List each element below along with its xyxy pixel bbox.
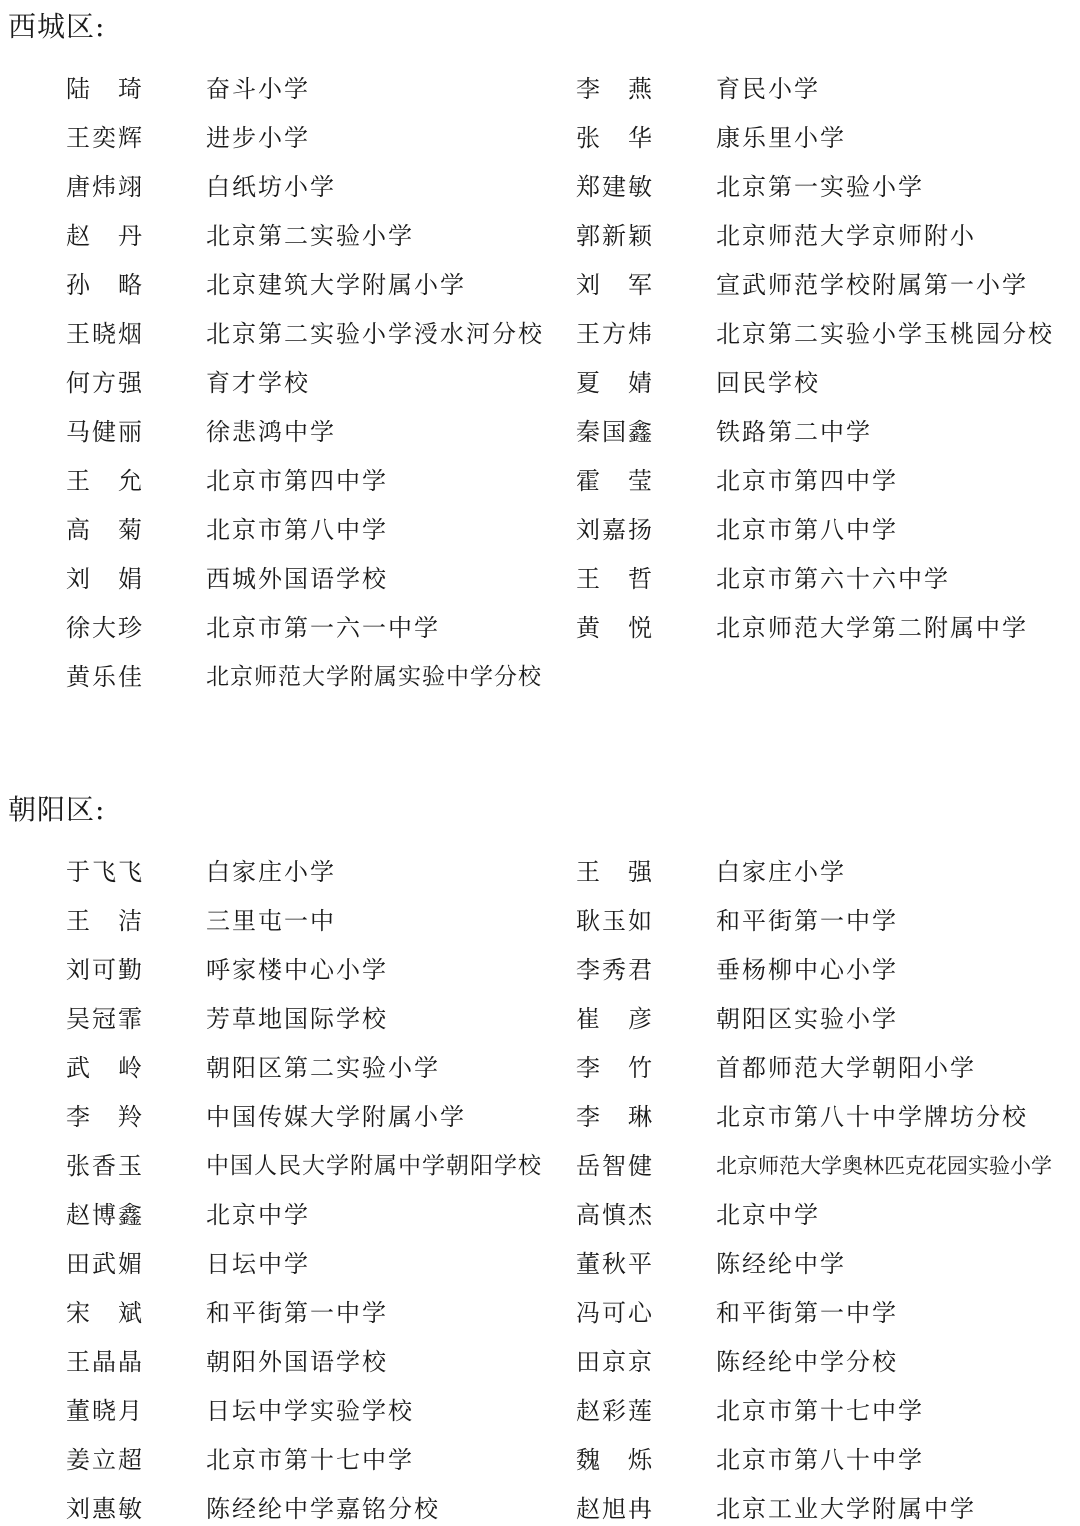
teacher-name: 李 琳 bbox=[576, 1103, 654, 1131]
school-name: 呼家楼中心小学 bbox=[206, 956, 388, 984]
school-name: 北京市第八中学 bbox=[716, 516, 898, 544]
teacher-name: 王 允 bbox=[66, 467, 144, 495]
school-name: 宣武师范学校附属第一小学 bbox=[716, 271, 1028, 299]
teacher-name: 于飞飞 bbox=[66, 858, 144, 886]
school-name: 北京建筑大学附属小学 bbox=[206, 271, 466, 299]
school-name: 徐悲鸿中学 bbox=[206, 418, 336, 446]
teacher-name: 夏 婧 bbox=[576, 369, 654, 397]
teacher-name: 武 岭 bbox=[66, 1054, 144, 1082]
teacher-name: 岳智健 bbox=[576, 1152, 654, 1180]
list-row bbox=[0, 1100, 1080, 1134]
teacher-name: 郑建敏 bbox=[576, 173, 654, 201]
school-name: 西城外国语学校 bbox=[206, 565, 388, 593]
school-name: 陈经纶中学 bbox=[716, 1250, 846, 1278]
list-row bbox=[0, 513, 1080, 547]
list-row bbox=[0, 415, 1080, 449]
school-name: 朝阳区实验小学 bbox=[716, 1005, 898, 1033]
teacher-name: 刘可勤 bbox=[66, 956, 144, 984]
school-name: 陈经纶中学分校 bbox=[716, 1348, 898, 1376]
school-name: 育民小学 bbox=[716, 75, 820, 103]
teacher-name: 刘嘉扬 bbox=[576, 516, 654, 544]
teacher-name: 刘 军 bbox=[576, 271, 654, 299]
teacher-name: 王 强 bbox=[576, 858, 654, 886]
teacher-name: 李秀君 bbox=[576, 956, 654, 984]
list-row bbox=[0, 1394, 1080, 1428]
school-name: 北京市第一六一中学 bbox=[206, 614, 440, 642]
school-name: 进步小学 bbox=[206, 124, 310, 152]
school-name: 首都师范大学朝阳小学 bbox=[716, 1054, 976, 1082]
teacher-name: 王 哲 bbox=[576, 565, 654, 593]
school-name: 芳草地国际学校 bbox=[206, 1005, 388, 1033]
teacher-name: 王晓烟 bbox=[66, 320, 144, 348]
teacher-name: 高慎杰 bbox=[576, 1201, 654, 1229]
school-name: 北京中学 bbox=[206, 1201, 310, 1229]
teacher-name: 何方强 bbox=[66, 369, 144, 397]
list-row bbox=[0, 1345, 1080, 1379]
teacher-name: 魏 烁 bbox=[576, 1446, 654, 1474]
school-name: 日坛中学 bbox=[206, 1250, 310, 1278]
school-name: 北京第二实验小学 bbox=[206, 222, 414, 250]
teacher-name: 郭新颖 bbox=[576, 222, 654, 250]
school-name: 白家庄小学 bbox=[206, 858, 336, 886]
list-row bbox=[0, 1149, 1080, 1183]
school-name: 中国传媒大学附属小学 bbox=[206, 1103, 466, 1131]
teacher-name: 刘惠敏 bbox=[66, 1495, 144, 1523]
list-row bbox=[0, 366, 1080, 400]
teacher-name: 李 竹 bbox=[576, 1054, 654, 1082]
school-name: 北京市第八十中学 bbox=[716, 1446, 924, 1474]
list-row bbox=[0, 1492, 1080, 1526]
school-name: 北京师范大学京师附小 bbox=[716, 222, 976, 250]
teacher-name: 徐大珍 bbox=[66, 614, 144, 642]
list-row bbox=[0, 1051, 1080, 1085]
list-row bbox=[0, 464, 1080, 498]
teacher-name: 宋 斌 bbox=[66, 1299, 144, 1327]
school-name: 育才学校 bbox=[206, 369, 310, 397]
list-row bbox=[0, 953, 1080, 987]
teacher-name: 赵旭冉 bbox=[576, 1495, 654, 1523]
school-name: 北京第一实验小学 bbox=[716, 173, 924, 201]
school-name: 北京师范大学奥林匹克花园实验小学 bbox=[716, 1154, 1052, 1178]
teacher-name: 姜立超 bbox=[66, 1446, 144, 1474]
teacher-name: 赵 丹 bbox=[66, 222, 144, 250]
teacher-name: 孙 略 bbox=[66, 271, 144, 299]
school-name: 北京市第八十中学牌坊分校 bbox=[716, 1103, 1028, 1131]
school-name: 回民学校 bbox=[716, 369, 820, 397]
teacher-name: 田京京 bbox=[576, 1348, 654, 1376]
teacher-name: 马健丽 bbox=[66, 418, 144, 446]
school-name: 北京工业大学附属中学 bbox=[716, 1495, 976, 1523]
school-name: 三里屯一中 bbox=[206, 907, 336, 935]
school-name: 北京市第四中学 bbox=[716, 467, 898, 495]
teacher-name: 高 菊 bbox=[66, 516, 144, 544]
list-row bbox=[0, 1296, 1080, 1330]
teacher-name: 赵彩莲 bbox=[576, 1397, 654, 1425]
list-row bbox=[0, 219, 1080, 253]
teacher-name: 董晓月 bbox=[66, 1397, 144, 1425]
teacher-name: 王方炜 bbox=[576, 320, 654, 348]
list-row bbox=[0, 72, 1080, 106]
teacher-name: 黄乐佳 bbox=[66, 663, 144, 691]
teacher-name: 赵博鑫 bbox=[66, 1201, 144, 1229]
list-row bbox=[0, 268, 1080, 302]
teacher-name: 王 洁 bbox=[66, 907, 144, 935]
teacher-name: 冯可心 bbox=[576, 1299, 654, 1327]
school-name: 北京市第十七中学 bbox=[206, 1446, 414, 1474]
school-name: 白纸坊小学 bbox=[206, 173, 336, 201]
list-row bbox=[0, 121, 1080, 155]
list-row bbox=[0, 562, 1080, 596]
list-row bbox=[0, 660, 1080, 694]
school-name: 中国人民大学附属中学朝阳学校 bbox=[206, 1153, 542, 1179]
teacher-name: 吴冠霏 bbox=[66, 1005, 144, 1033]
list-row bbox=[0, 611, 1080, 645]
teacher-name: 王奕辉 bbox=[66, 124, 144, 152]
teacher-name: 黄 悦 bbox=[576, 614, 654, 642]
teacher-name: 唐炜翊 bbox=[66, 173, 144, 201]
school-name: 铁路第二中学 bbox=[716, 418, 872, 446]
list-row bbox=[0, 1443, 1080, 1477]
teacher-name: 秦国鑫 bbox=[576, 418, 654, 446]
school-name: 北京第二实验小学涭水河分校 bbox=[206, 320, 544, 348]
list-row bbox=[0, 1002, 1080, 1036]
teacher-name: 霍 莹 bbox=[576, 467, 654, 495]
teacher-name: 李 燕 bbox=[576, 75, 654, 103]
list-row bbox=[0, 317, 1080, 351]
school-name: 北京师范大学第二附属中学 bbox=[716, 614, 1028, 642]
list-row bbox=[0, 1247, 1080, 1281]
list-row bbox=[0, 170, 1080, 204]
teacher-name: 李 羚 bbox=[66, 1103, 144, 1131]
teacher-name: 刘 娟 bbox=[66, 565, 144, 593]
teacher-name: 田武媚 bbox=[66, 1250, 144, 1278]
school-name: 朝阳外国语学校 bbox=[206, 1348, 388, 1376]
school-name: 北京第二实验小学玉桃园分校 bbox=[716, 320, 1054, 348]
teacher-name: 崔 彦 bbox=[576, 1005, 654, 1033]
school-name: 北京市第六十六中学 bbox=[716, 565, 950, 593]
school-name: 陈经纶中学嘉铭分校 bbox=[206, 1495, 440, 1523]
teacher-name: 董秋平 bbox=[576, 1250, 654, 1278]
school-name: 和平街第一中学 bbox=[716, 1299, 898, 1327]
teacher-name: 王晶晶 bbox=[66, 1348, 144, 1376]
school-name: 康乐里小学 bbox=[716, 124, 846, 152]
teacher-name: 张香玉 bbox=[66, 1152, 144, 1180]
teacher-name: 张 华 bbox=[576, 124, 654, 152]
school-name: 日坛中学实验学校 bbox=[206, 1397, 414, 1425]
school-name: 北京师范大学附属实验中学分校 bbox=[206, 664, 542, 690]
school-name: 和平街第一中学 bbox=[716, 907, 898, 935]
list-row bbox=[0, 1198, 1080, 1232]
school-name: 北京市第四中学 bbox=[206, 467, 388, 495]
list-row bbox=[0, 904, 1080, 938]
school-name: 北京市第八中学 bbox=[206, 516, 388, 544]
teacher-name: 耿玉如 bbox=[576, 907, 654, 935]
school-name: 北京市第十七中学 bbox=[716, 1397, 924, 1425]
school-name: 和平街第一中学 bbox=[206, 1299, 388, 1327]
list-row bbox=[0, 855, 1080, 889]
district-title: 西城区: bbox=[8, 10, 106, 43]
school-name: 白家庄小学 bbox=[716, 858, 846, 886]
teacher-name: 陆 琦 bbox=[66, 75, 144, 103]
school-name: 奋斗小学 bbox=[206, 75, 310, 103]
district-title: 朝阳区: bbox=[8, 793, 106, 826]
school-name: 北京中学 bbox=[716, 1201, 820, 1229]
school-name: 朝阳区第二实验小学 bbox=[206, 1054, 440, 1082]
school-name: 垂杨柳中心小学 bbox=[716, 956, 898, 984]
